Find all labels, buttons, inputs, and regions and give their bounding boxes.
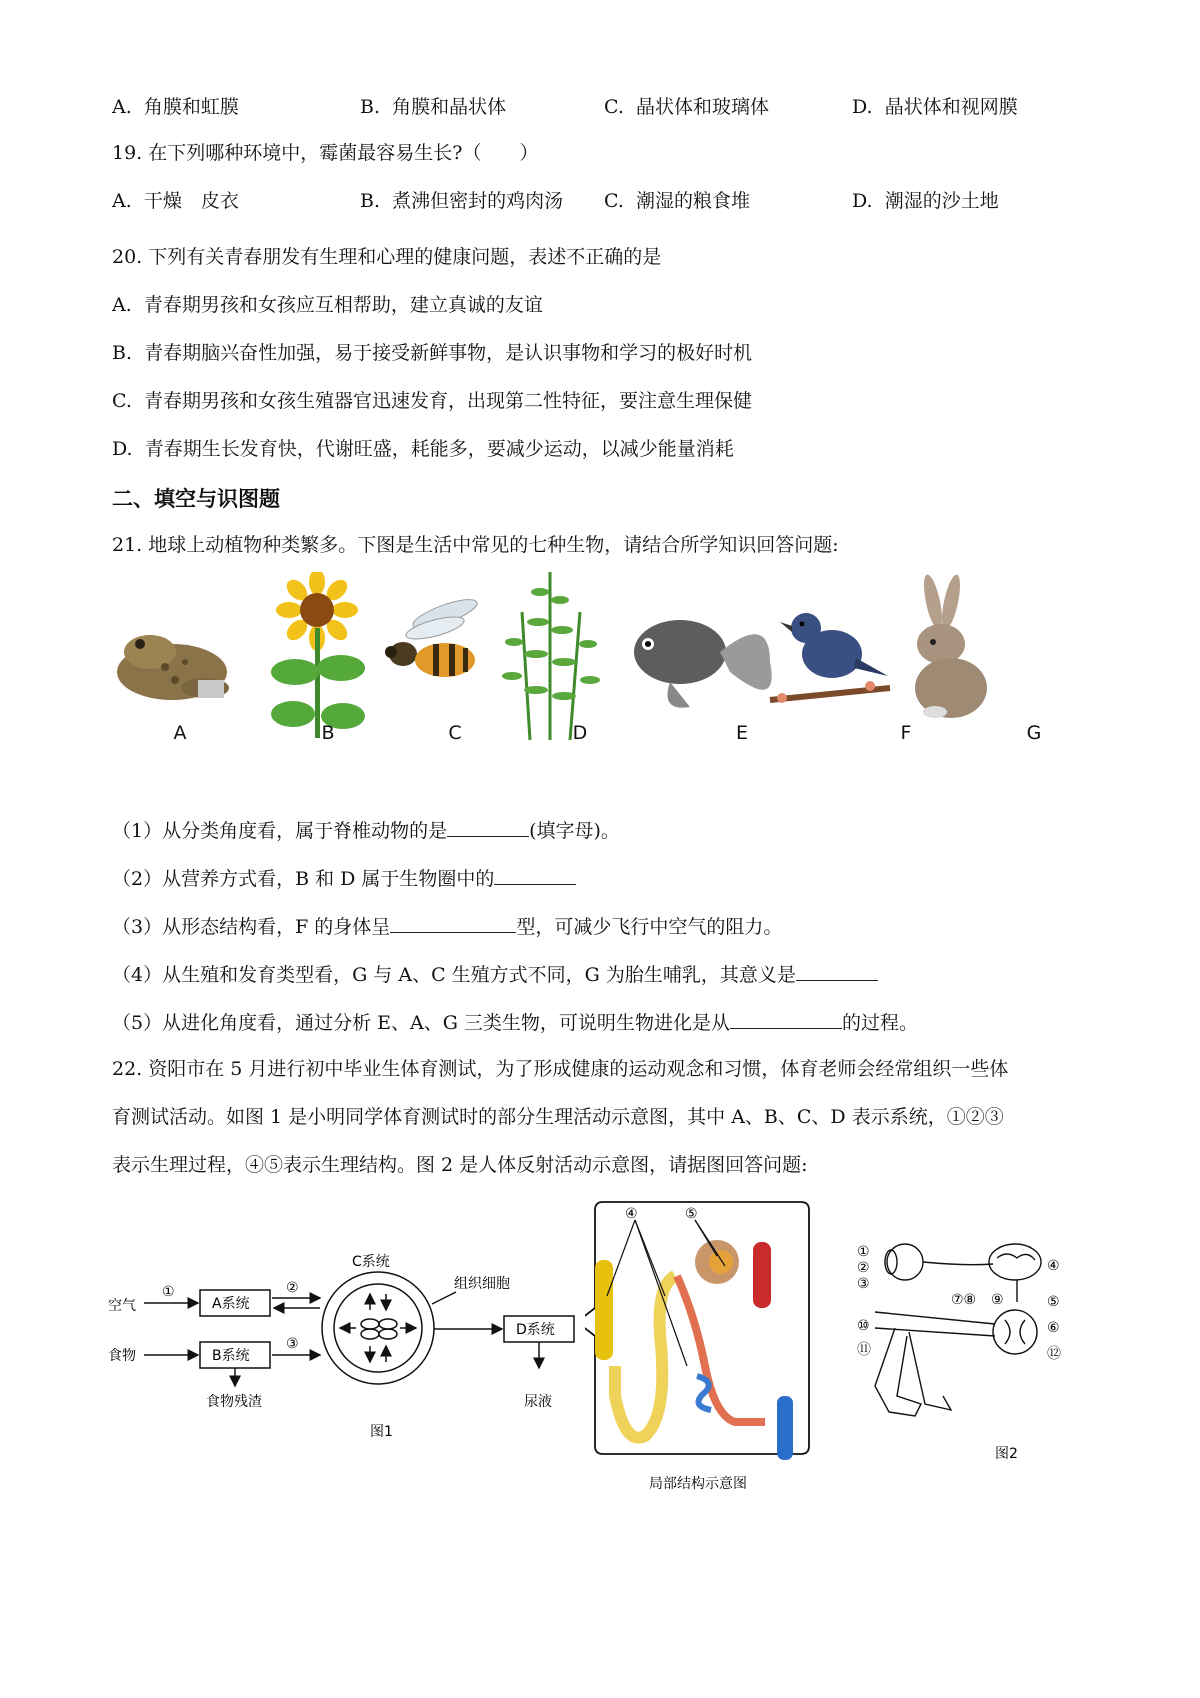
food-label: 食物 xyxy=(108,1348,136,1364)
q19-option-a: A. 干燥 皮衣 xyxy=(112,190,239,212)
answer-blank[interactable] xyxy=(494,864,576,885)
goldfish-image xyxy=(634,620,772,708)
organism-label-a: A xyxy=(173,722,187,744)
q22-line-3: 表示生理过程，④⑤表示生理结构。图 2 是人体反射活动示意图，请据图回答问题: xyxy=(112,1154,808,1176)
organism-label-d: D xyxy=(572,722,588,744)
answer-blank[interactable] xyxy=(796,960,878,981)
collecting-duct xyxy=(595,1260,613,1360)
reflex-label-12: ⑫ xyxy=(1047,1346,1061,1362)
reflex-label-7-8: ⑦⑧ xyxy=(951,1292,977,1308)
reflex-label-11: ⑪ xyxy=(857,1342,871,1358)
process-2-label: ② xyxy=(286,1280,299,1296)
q18-option-d: D. 晶状体和视网膜 xyxy=(852,96,1018,118)
q21-sub-3: （3）从形态结构看，F 的身体呈 型，可减少飞行中空气的阻力。 xyxy=(112,912,782,940)
answer-blank[interactable] xyxy=(730,1008,842,1029)
q18-option-c: C. 晶状体和玻璃体 xyxy=(604,96,770,118)
q20-option-b: B. 青春期脑兴奋性加强，易于接受新鲜事物，是认识事物和学习的极好时机 xyxy=(112,342,753,364)
q21-stem: 21. 地球上动植物种类繁多。下图是生活中常见的七种生物，请结合所学知识回答问题: xyxy=(112,534,839,556)
q20-option-a: A. 青春期男孩和女孩应互相帮助，建立真诚的友谊 xyxy=(112,294,543,316)
air-label: 空气 xyxy=(108,1298,136,1314)
figure-1-caption: 图1 xyxy=(370,1424,393,1440)
food-residue-label: 食物残渣 xyxy=(206,1394,262,1410)
process-1-label: ① xyxy=(162,1284,175,1300)
answer-blank[interactable] xyxy=(447,816,529,837)
bee-image xyxy=(385,594,480,677)
q19-stem: 19. 在下列哪种环境中，霉菌最容易生长?（ ） xyxy=(112,142,539,164)
figure-2-caption: 图2 xyxy=(995,1446,1018,1462)
q22-line-2: 育测试活动。如图 1 是小明同学体育测试时的部分生理活动示意图，其中 A、B、C、D 表示系统，①②③ xyxy=(112,1106,1004,1128)
structure-5-label: ⑤ xyxy=(685,1206,698,1222)
eye-icon xyxy=(887,1244,923,1280)
q19-option-c: C. 潮湿的粮食堆 xyxy=(604,190,751,212)
q18-option-a: A. 角膜和虹膜 xyxy=(112,96,239,118)
rabbit-image xyxy=(915,573,987,718)
q21-sub-5: （5）从进化角度看，通过分析 E、A、G 三类生物，可说明生物进化是从 的过程。 xyxy=(112,1008,918,1036)
answer-blank[interactable] xyxy=(390,912,516,933)
reflex-label-4: ④ xyxy=(1047,1258,1060,1274)
process-3-label: ③ xyxy=(286,1336,299,1352)
q21-sub-4: （4）从生殖和发育类型看，G 与 A、C 生殖方式不同，G 为胎生哺乳，其意义是 xyxy=(112,960,878,988)
section-heading: 二、填空与识图题 xyxy=(112,487,280,511)
q19-option-d: D. 潮湿的沙土地 xyxy=(852,190,999,212)
figure-2-reflex-diagram xyxy=(855,1236,1105,1466)
tissue-cells-label: 组织细胞 xyxy=(454,1276,510,1292)
q20-option-d: D. 青春期生长发育快，代谢旺盛，耗能多，要减少运动，以减少能量消耗 xyxy=(112,438,734,460)
figure-1-diagram xyxy=(108,1240,578,1440)
organism-label-g: G xyxy=(1026,722,1042,744)
reflex-label-10: ⑩ xyxy=(857,1318,870,1334)
sunflower-image xyxy=(271,572,365,738)
reflex-label-6: ⑥ xyxy=(1047,1320,1060,1336)
organism-label-b: B xyxy=(321,722,335,744)
local-figure-caption: 局部结构示意图 xyxy=(649,1476,747,1492)
urine-label: 尿液 xyxy=(524,1394,552,1410)
d-system-label: D系统 xyxy=(516,1322,555,1338)
reflex-label-9: ⑨ xyxy=(991,1292,1004,1308)
q21-sub-2: （2）从营养方式看，B 和 D 属于生物圈中的 xyxy=(112,864,576,892)
nephron-local-figure xyxy=(585,1196,825,1492)
q18-option-b: B. 角膜和晶状体 xyxy=(360,96,507,118)
reflex-label-5: ⑤ xyxy=(1047,1294,1060,1310)
organism-label-f: F xyxy=(900,722,912,744)
structure-4-label: ④ xyxy=(625,1206,638,1222)
q20-option-c: C. 青春期男孩和女孩生殖器官迅速发育，出现第二性特征，要注意生理保健 xyxy=(112,390,753,412)
q21-sub-1: （1）从分类角度看，属于脊椎动物的是 (填字母)。 xyxy=(112,816,620,844)
q22-line-1: 22. 资阳市在 5 月进行初中毕业生体育测试，为了形成健康的运动观念和习惯，体育老师会经常组织一些体 xyxy=(112,1058,1009,1080)
spinal-cord-icon xyxy=(993,1310,1037,1354)
organism-label-e: E xyxy=(735,722,748,744)
a-system-label: A系统 xyxy=(212,1296,250,1312)
glomerulus xyxy=(709,1250,733,1274)
reflex-label-3: ③ xyxy=(857,1276,870,1292)
frog-image xyxy=(117,635,229,700)
q19-option-b: B. 煮沸但密封的鸡肉汤 xyxy=(360,190,564,212)
b-system-label: B系统 xyxy=(212,1348,250,1364)
reflex-label-1: ① xyxy=(857,1244,870,1260)
organism-label-c: C xyxy=(448,722,462,744)
c-system-label: C系统 xyxy=(352,1254,390,1270)
bird-image xyxy=(770,613,890,703)
reflex-label-2: ② xyxy=(857,1260,870,1276)
q20-stem: 20. 下列有关青春朋发有生理和心理的健康问题，表述不正确的是 xyxy=(112,246,662,268)
fern-image xyxy=(502,572,600,740)
c-system-ring xyxy=(322,1272,434,1384)
brain-icon xyxy=(989,1244,1041,1280)
